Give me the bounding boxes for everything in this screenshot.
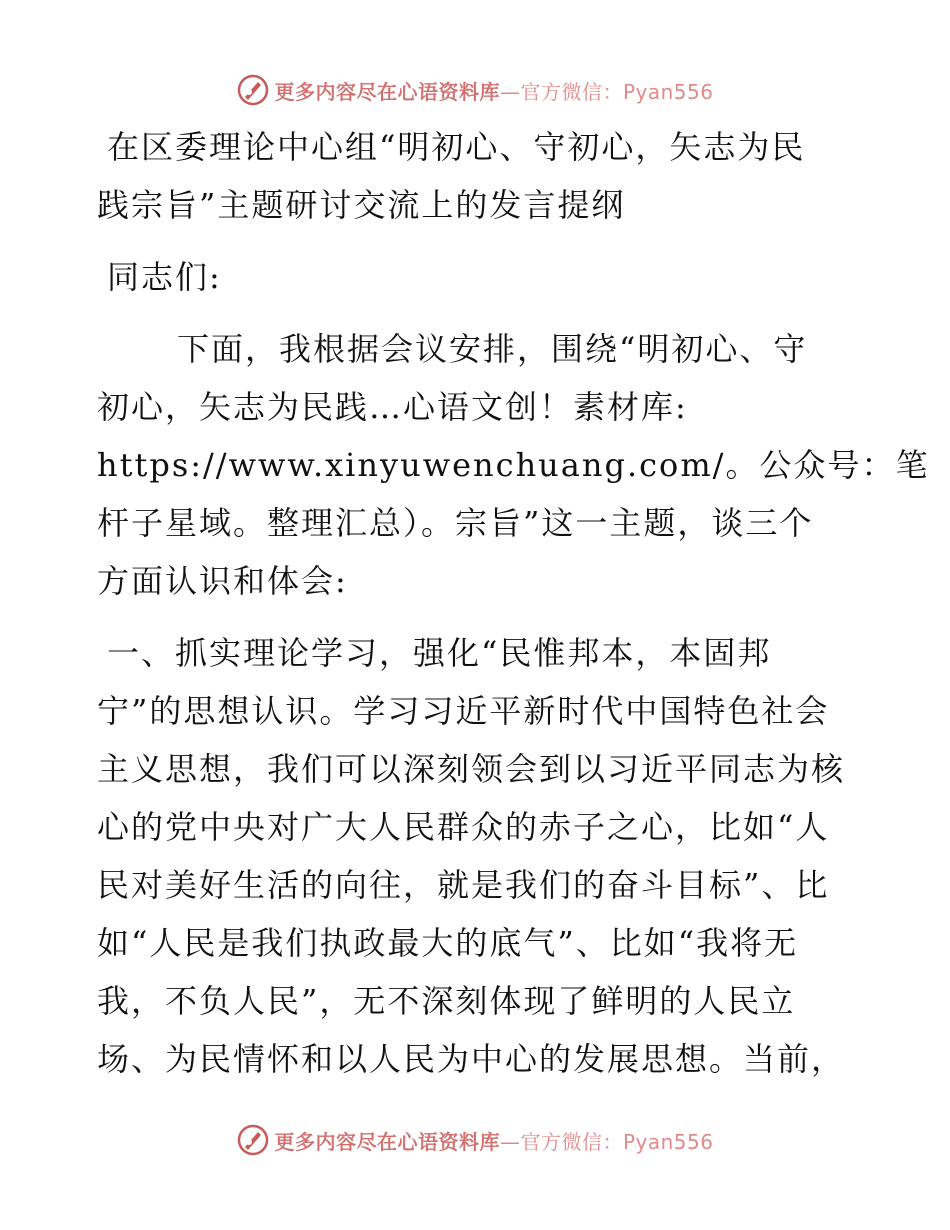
- paragraph-line: 方面认识和体会:: [97, 562, 348, 600]
- section-heading-line: 一、抓实理论学习，强化“民惟邦本，本固邦: [107, 634, 772, 672]
- logo-icon: [236, 73, 270, 107]
- title-line: 在区委理论中心组“明初心、守初心，矢志为民: [107, 128, 806, 166]
- header-banner: [0, 70, 950, 110]
- footer-banner: [0, 1120, 950, 1160]
- paragraph-line: 民对美好生活的向往，就是我们的奋斗目标”、比: [97, 866, 830, 904]
- section-one-paragraph: [97, 624, 857, 1088]
- paragraph-line: 主义思想，我们可以深刻领会到以习近平同志为核: [97, 750, 846, 788]
- banner-text: 更多内容尽在心语资料库—官方微信：Pyan556: [274, 79, 714, 104]
- paragraph-line: https://www.xinyuwenchuang.com/。公众号：笔: [97, 446, 930, 484]
- document-body: [97, 118, 930, 1088]
- paragraph-line: 初心，矢志为民践…心语文创！素材库:: [97, 388, 688, 426]
- logo-icon: [236, 1123, 270, 1157]
- intro-paragraph: [97, 320, 930, 610]
- title-line: 践宗旨”主题研讨交流上的发言提纲: [97, 186, 626, 224]
- paragraph-line: 我，不负人民”，无不深刻体现了鲜明的人民立: [97, 982, 796, 1020]
- paragraph-line: 场、为民情怀和以人民为中心的发展思想。当前，: [97, 1040, 846, 1078]
- banner-text: 更多内容尽在心语资料库—官方微信：Pyan556: [274, 1129, 714, 1154]
- paragraph-line: 宁”的思想认识。学习习近平新时代中国特色社会: [97, 692, 830, 730]
- paragraph-line: 杆子星域。整理汇总）。宗旨”这一主题，谈三个: [97, 504, 814, 542]
- paragraph-line: 心的党中央对广大人民群众的赤子之心，比如“人: [97, 808, 830, 846]
- salutation: 同志们:: [107, 258, 222, 296]
- paragraph-line: 下面，我根据会议安排，围绕“明初心、守: [177, 330, 808, 368]
- document-title: [97, 118, 857, 234]
- paragraph-line: 如“人民是我们执政最大的底气”、比如“我将无: [97, 924, 799, 962]
